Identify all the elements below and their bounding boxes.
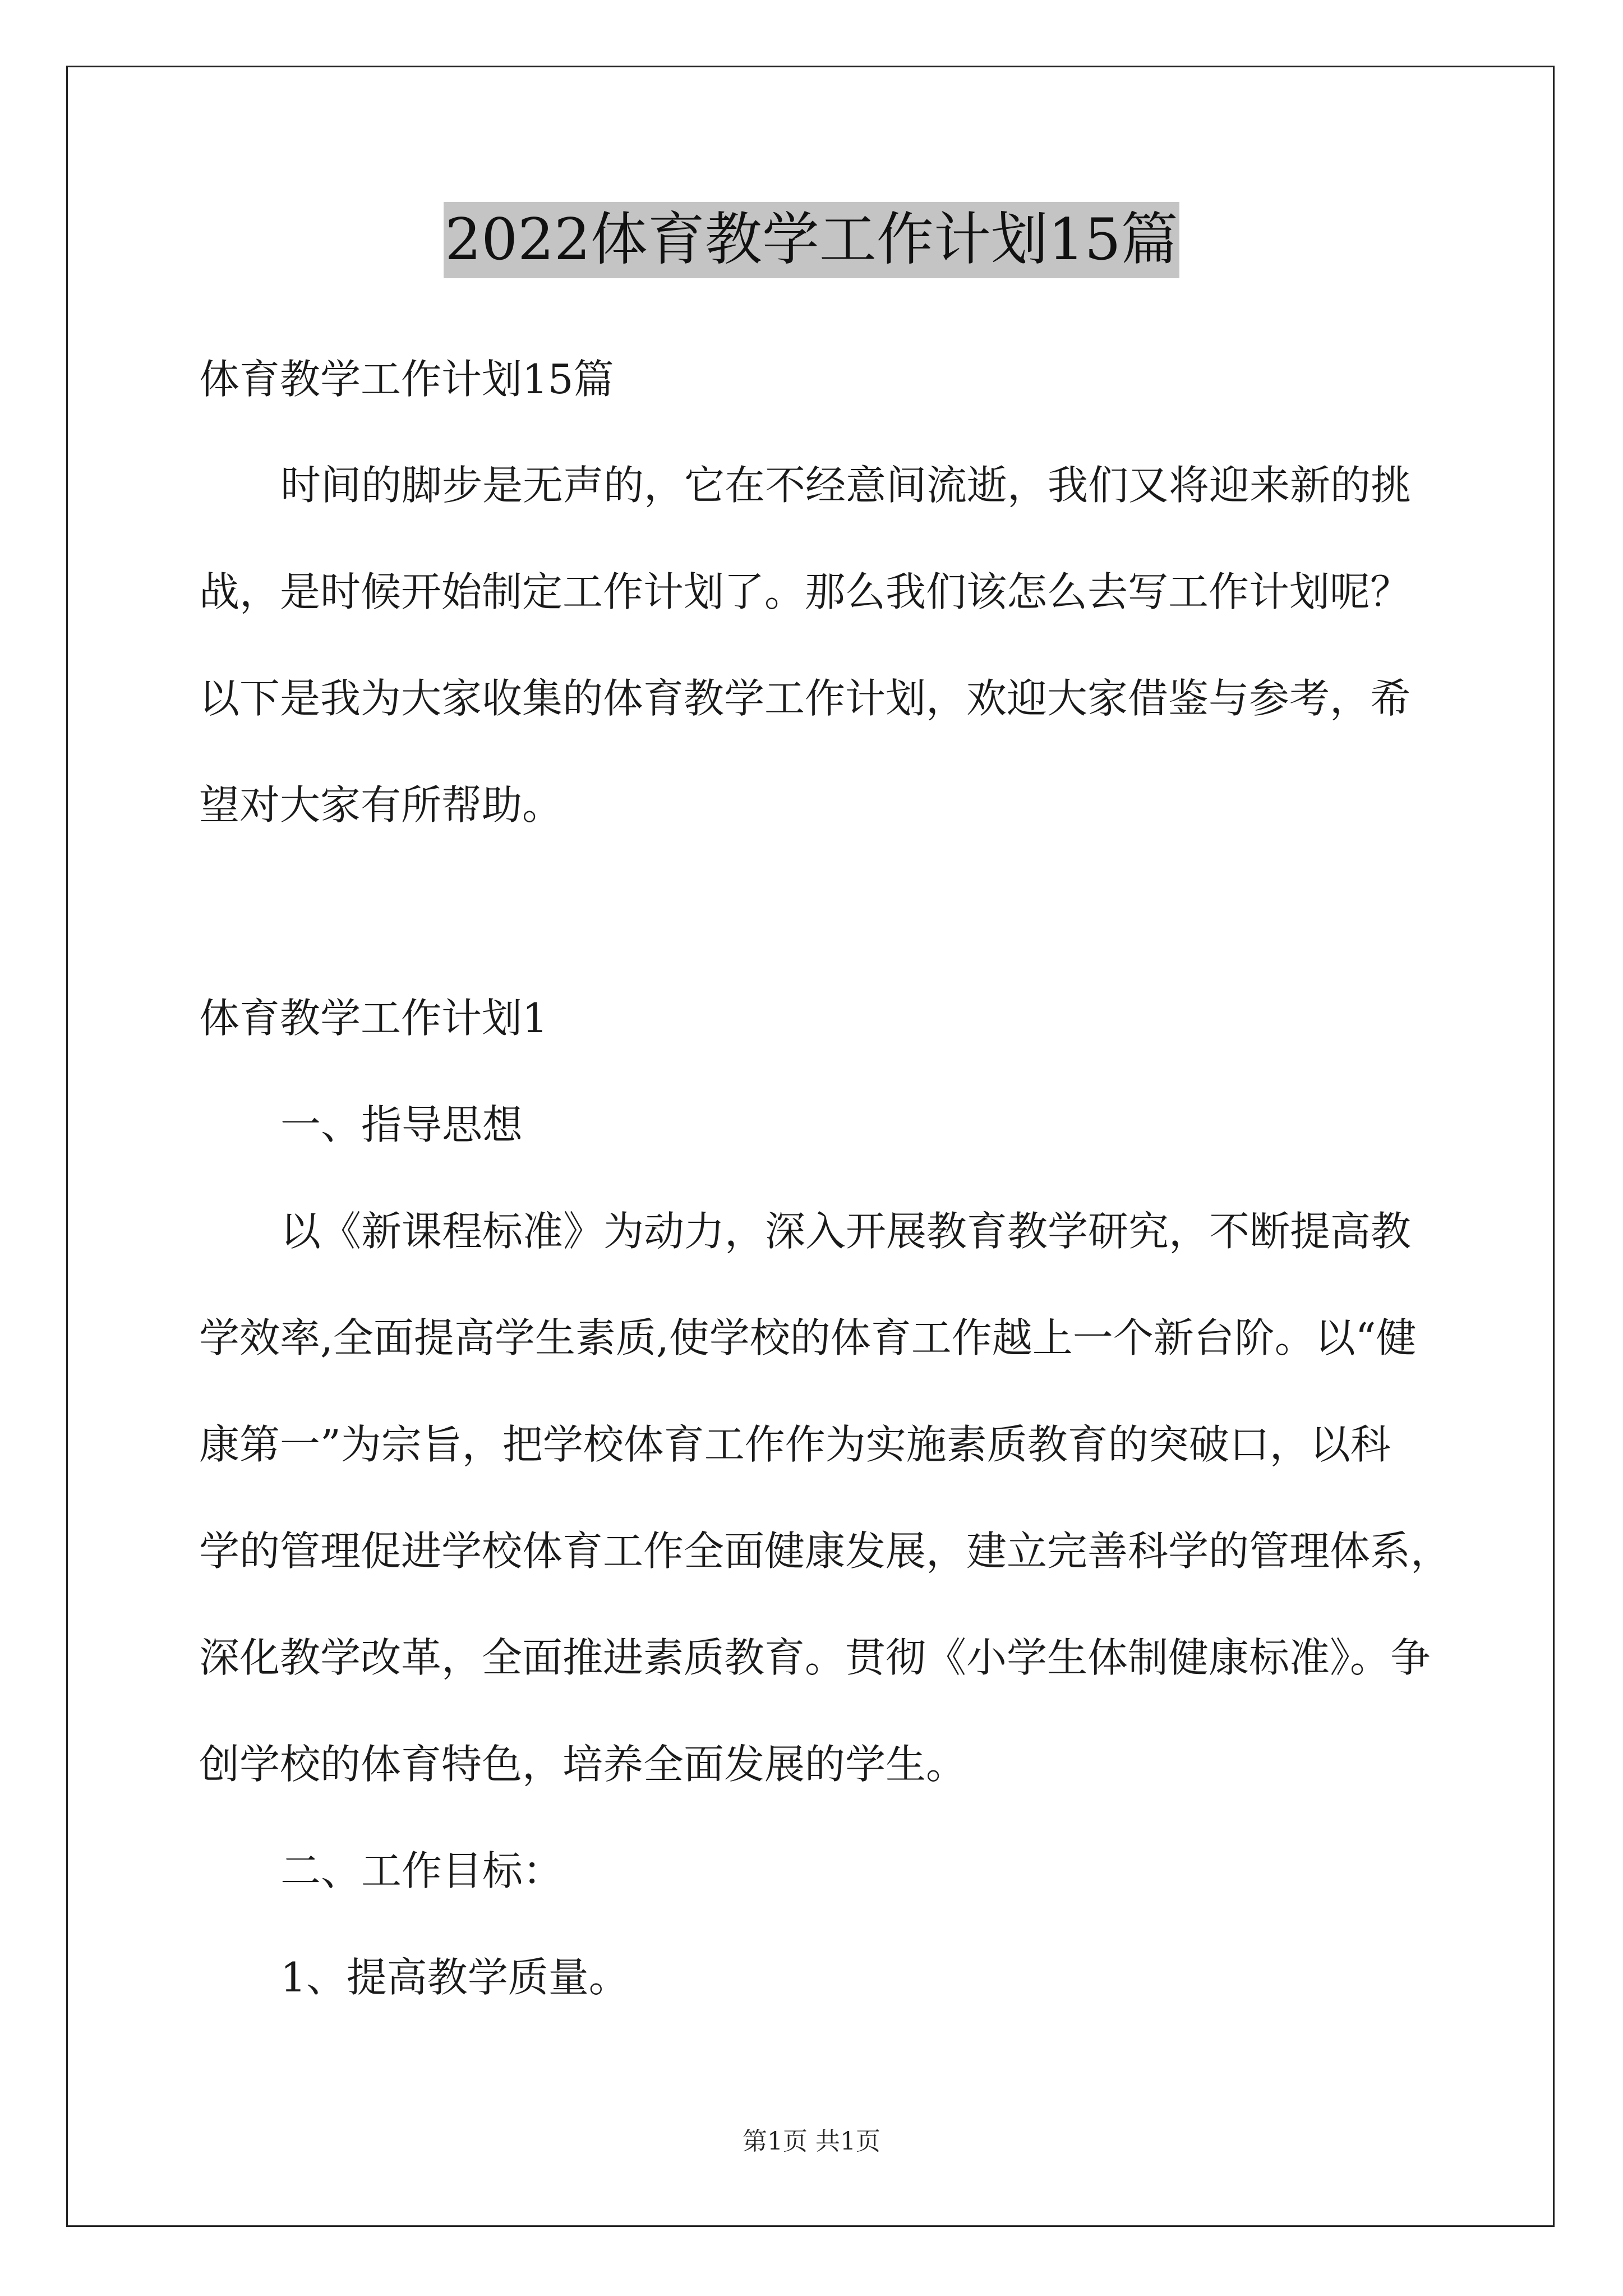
body-line-6: 创学校的体育特色，培养全面发展的学生。 xyxy=(199,1741,967,1788)
page-footer: 第1页 共1页 xyxy=(743,2127,880,2156)
heading-work-goals: 二、工作目标： xyxy=(280,1847,564,1894)
section-heading: 体育教学工作计划1 xyxy=(199,995,548,1042)
document-title: 2022体育教学工作计划15篇 xyxy=(444,202,1179,278)
body-line-1: 以《新课程标准》为动力，深入开展教育教学研究，不断提高教 xyxy=(280,1208,1412,1255)
intro-line-2: 战，是时候开始制定工作计划了。那么我们该怎么去写工作计划呢？ xyxy=(199,568,1411,615)
intro-line-3: 以下是我为大家收集的体育教学工作计划，欢迎大家借鉴与参考，希 xyxy=(199,675,1411,722)
body-line-4: 学的管理促进学校体育工作全面健康发展，建立完善科学的管理体系， xyxy=(199,1527,1451,1575)
document-subtitle: 体育教学工作计划15篇 xyxy=(199,356,614,403)
list-item-1: 1、提高教学质量。 xyxy=(280,1954,629,2001)
intro-line-1: 时间的脚步是无声的，它在不经意间流逝，我们又将迎来新的挑 xyxy=(280,462,1412,509)
heading-guiding-ideology: 一、指导思想 xyxy=(280,1101,523,1148)
body-line-3: 康第一”为宗旨，把学校体育工作作为实施素质教育的突破口，以科 xyxy=(199,1421,1391,1468)
title-container xyxy=(0,202,1623,278)
body-line-5: 深化教学改革，全面推进素质教育。贯彻《小学生体制健康标准》。争 xyxy=(199,1634,1431,1681)
intro-line-4: 望对大家有所帮助。 xyxy=(199,781,563,829)
body-line-2: 学效率,全面提高学生素质,使学校的体育工作越上一个新台阶。以“健 xyxy=(199,1314,1417,1361)
